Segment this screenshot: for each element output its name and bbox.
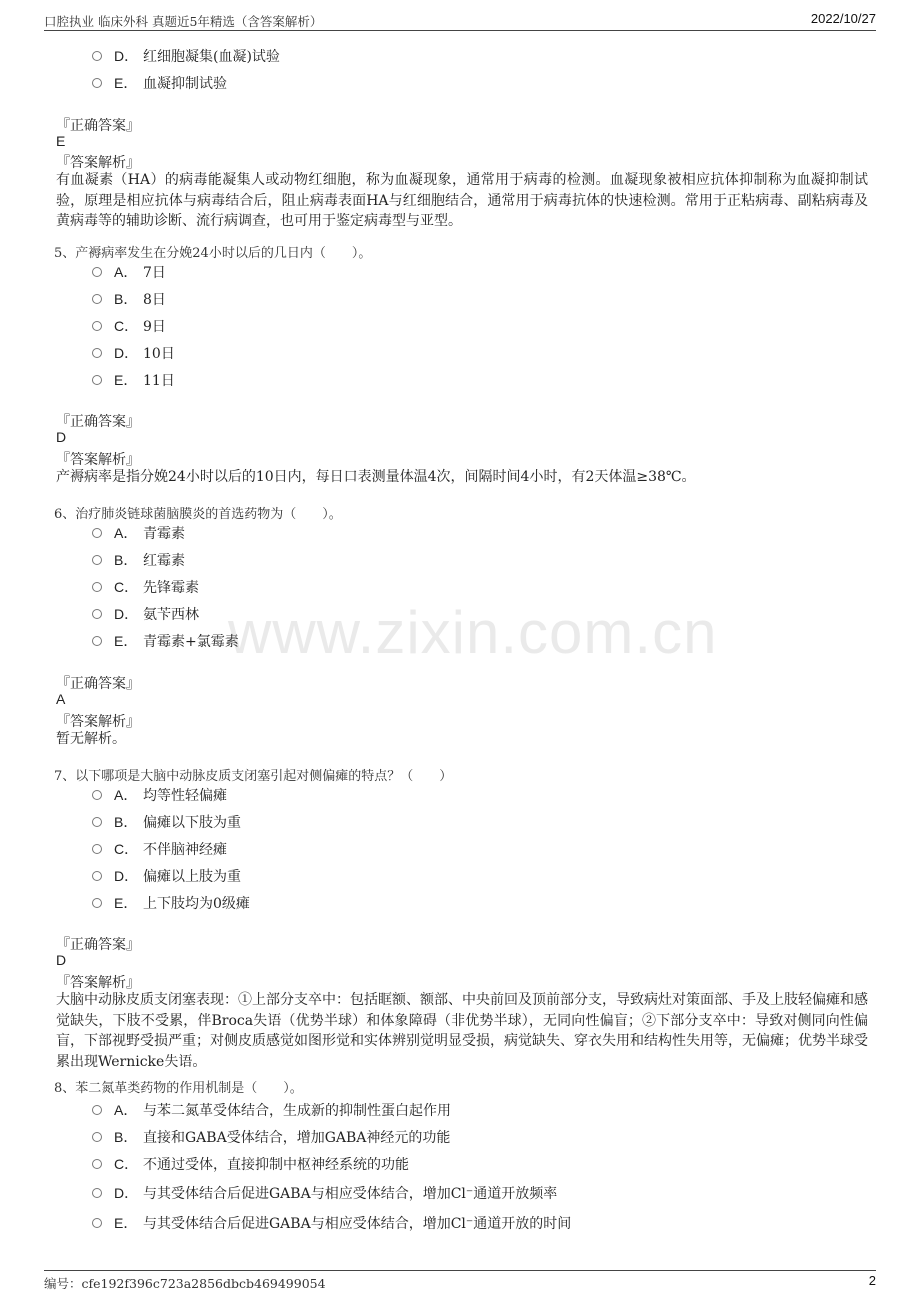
option-text: 偏瘫以上肢为重 [143, 869, 241, 885]
option-letter: C． [114, 579, 139, 595]
header-title: 口腔执业 临床外科 真题近5年精选（含答案解析） [44, 14, 323, 29]
analysis-label: 『答案解析』 [56, 155, 140, 171]
page-number: 2 [868, 1273, 876, 1288]
option-letter: D． [114, 606, 139, 622]
option-text: 与苯二氮革受体结合，生成新的抑制性蛋白起作用 [143, 1103, 451, 1119]
option-text: 红细胞凝集(血凝)试验 [143, 49, 280, 65]
option-letter: E． [114, 895, 138, 911]
analysis-text: 有血凝素（HA）的病毒能凝集人或动物红细胞，称为血凝现象，通常用于病毒的检测。血凝现象被相应抗体抑制称为血凝抑制试验，原理是相应抗体与病毒结合后，阻止病毒表面HA与红细胞结合，通常用于病毒抗体的快速检测。常用于正粘病毒、副粘病毒及黄病毒等的辅助诊断、流行病调查，也可用于鉴定病毒型与亚型。 [56, 172, 868, 229]
correct-answer-label: 『正确答案』 [56, 937, 140, 953]
option-letter: A． [114, 525, 138, 541]
question-text: 8、苯二氮革类药物的作用机制是（ ）。 [54, 1081, 303, 1096]
option-text: 青霉素 [143, 526, 185, 542]
radio-button[interactable] [92, 78, 102, 88]
option-letter: D． [114, 1185, 139, 1201]
correct-answer: A [56, 691, 66, 707]
option-text: 青霉素+氯霉素 [143, 634, 239, 650]
option-letter: D． [114, 868, 139, 884]
option-letter: A． [114, 787, 138, 803]
option-text: 与其受体结合后促进GABA与相应受体结合，增加Cl⁻通道开放频率 [143, 1186, 558, 1202]
option-text: 不通过受体，直接抑制中枢神经系统的功能 [143, 1157, 409, 1173]
option-text: 先锋霉素 [143, 580, 199, 596]
correct-answer: D [56, 429, 67, 445]
analysis-text: 产褥病率是指分娩24小时以后的10日内，每日口表测量体温4次，间隔时间4小时，有2天体温≥38℃。 [56, 469, 696, 485]
option-letter: B． [114, 552, 138, 568]
correct-answer: E [56, 133, 66, 149]
correct-answer-label: 『正确答案』 [56, 676, 140, 692]
option-letter: B． [114, 1129, 138, 1145]
analysis-label: 『答案解析』 [56, 452, 140, 468]
analysis-text: 大脑中动脉皮质支闭塞表现：①上部分支卒中：包括眶额、额部、中央前回及顶前部分支，导致病灶对策面部、手及上肢轻偏瘫和感觉缺失，下肢不受累，伴Broca失语（优势半球）和体象障碍（非优势半球），无同向性偏盲；②下部分支卒中：导致对侧同向性偏盲，下部视野受损严重；对侧皮质感觉如图形觉和实体辨别觉明显受损，病觉缺失、穿衣失用和结构性失用等，无偏瘫；优势半球受累出现Wernicke失语。 [56, 992, 868, 1070]
radio-button[interactable] [92, 1132, 102, 1142]
option-letter: D． [114, 345, 139, 361]
option-letter: A． [114, 1102, 138, 1118]
option-text: 不伴脑神经瘫 [143, 842, 227, 858]
radio-button[interactable] [92, 1105, 102, 1115]
option-letter: B． [114, 291, 138, 307]
option-letter: D． [114, 48, 139, 64]
page-footer [44, 1270, 876, 1295]
option-letter: B． [114, 814, 138, 830]
option-letter: E． [114, 633, 138, 649]
option-letter: E． [114, 1215, 138, 1231]
question-text: 5、产褥病率发生在分娩24小时以后的几日内（ ）。 [54, 246, 372, 261]
option-letter: E． [114, 75, 138, 91]
option-text: 血凝抑制试验 [143, 76, 227, 92]
radio-button[interactable] [92, 267, 102, 277]
correct-answer-label: 『正确答案』 [56, 118, 140, 134]
radio-button[interactable] [92, 375, 102, 385]
option-text: 8日 [143, 292, 166, 308]
option-text: 红霉素 [143, 553, 185, 569]
option-text: 9日 [143, 319, 166, 335]
option-text: 与其受体结合后促进GABA与相应受体结合，增加Cl⁻通道开放的时间 [143, 1216, 572, 1232]
radio-button[interactable] [92, 294, 102, 304]
analysis-label: 『答案解析』 [56, 975, 140, 991]
radio-button[interactable] [92, 555, 102, 565]
radio-button[interactable] [92, 844, 102, 854]
question-text: 7、以下哪项是大脑中动脉皮质支闭塞引起对侧偏瘫的特点？（ ） [54, 769, 453, 784]
radio-button[interactable] [92, 348, 102, 358]
option-text: 10日 [143, 346, 175, 362]
page-header [44, 10, 876, 31]
option-text: 直接和GABA受体结合，增加GABA神经元的功能 [143, 1130, 451, 1146]
option-text: 11日 [143, 373, 175, 389]
radio-button[interactable] [92, 817, 102, 827]
radio-button[interactable] [92, 790, 102, 800]
radio-button[interactable] [92, 1218, 102, 1228]
document-id: 编号：cfe192f396c723a2856dbcb469499054 [44, 1276, 326, 1291]
radio-button[interactable] [92, 1188, 102, 1198]
radio-button[interactable] [92, 528, 102, 538]
option-letter: A． [114, 264, 138, 280]
option-letter: C． [114, 841, 139, 857]
analysis-text: 暂无解析。 [56, 731, 126, 747]
question-text: 6、治疗肺炎链球菌脑膜炎的首选药物为（ ）。 [54, 507, 342, 522]
option-text: 偏瘫以下肢为重 [143, 815, 241, 831]
option-text: 均等性轻偏瘫 [143, 788, 227, 804]
option-text: 上下肢均为0级瘫 [143, 896, 250, 912]
option-letter: C． [114, 1156, 139, 1172]
radio-button[interactable] [92, 609, 102, 619]
radio-button[interactable] [92, 1159, 102, 1169]
radio-button[interactable] [92, 582, 102, 592]
radio-button[interactable] [92, 321, 102, 331]
radio-button[interactable] [92, 51, 102, 61]
option-text: 氨苄西林 [143, 607, 199, 623]
radio-button[interactable] [92, 898, 102, 908]
radio-button[interactable] [92, 636, 102, 646]
watermark: www.zixin.com.cn [228, 599, 718, 666]
header-date: 2022/10/27 [810, 11, 876, 26]
correct-answer-label: 『正确答案』 [56, 414, 140, 430]
option-letter: E． [114, 372, 138, 388]
option-letter: C． [114, 318, 139, 334]
radio-button[interactable] [92, 871, 102, 881]
correct-answer: D [56, 952, 67, 968]
option-text: 7日 [143, 265, 166, 281]
analysis-label: 『答案解析』 [56, 714, 140, 730]
